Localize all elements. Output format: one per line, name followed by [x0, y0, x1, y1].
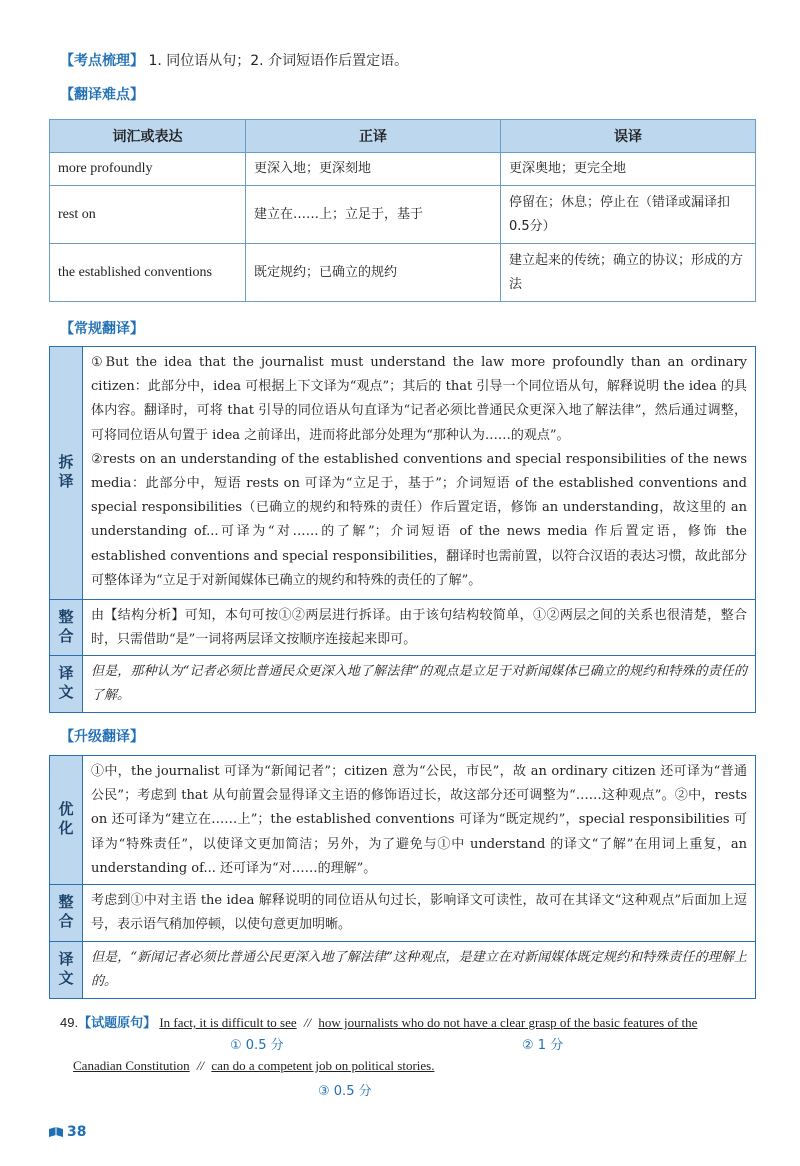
table-header-row	[50, 120, 756, 153]
table-cell: 停留在；休息；停止在（错译或漏译扣0.5分）	[501, 186, 756, 244]
score-3: ③ 0.5 分	[318, 1084, 372, 1099]
table-cell: more profoundly	[50, 153, 246, 186]
split-label: 拆译	[56, 454, 75, 492]
merge-text: 由【结构分析】可知，本句可按①②两层进行拆译。由于该句结构较简单，①②两层之间的关系也很清楚，整合时，只需借助“是”一词将两层译文按顺序连接起来即可。	[91, 608, 747, 648]
question-49-line1	[60, 1012, 697, 1031]
points-line	[60, 50, 408, 70]
merge-row	[50, 600, 755, 656]
segment-1: In fact, it is difficult to see	[159, 1015, 297, 1030]
col-header-wrong: 误译	[501, 120, 756, 153]
question-tag: 【试题原句】	[78, 1016, 157, 1031]
merge-label: 整合	[56, 608, 75, 647]
question-number: 49.	[60, 1015, 79, 1030]
points-label: 【考点梳理】	[60, 53, 144, 69]
table-cell: 建立在……上；立足于，基于	[246, 186, 501, 244]
upgrade-merge-label: 整合	[56, 894, 75, 932]
translation-label: 译文	[56, 665, 75, 703]
table-cell: 更深奥地；更完全地	[501, 153, 756, 186]
regular-box	[49, 346, 756, 713]
regular-label: 【常规翻译】	[60, 321, 144, 337]
upgrade-translation-text: 但是，“新闻记者必须比普通公民更深入地了解法律”这种观点，是建立在对新闻媒体既定规约和特殊责任的理解上的。	[91, 950, 747, 990]
optimize-row	[50, 756, 755, 885]
col-header-expression: 词汇或表达	[50, 120, 246, 153]
table-cell: 更深入地；更深刻地	[246, 153, 501, 186]
upgrade-translation-row	[50, 942, 755, 998]
upgrade-merge-text: 考虑到①中对主语 the idea 解释说明的同位语从句过长，影响译文可读性，故可在其译文“这种观点”后面加上逗号，表示语气稍加停顿，以使句意更加明晰。	[91, 893, 747, 933]
table-row	[50, 186, 756, 244]
score-2: ② 1 分	[522, 1038, 564, 1053]
segment-separator: //	[196, 1058, 205, 1073]
score-1: ① 0.5 分	[230, 1038, 284, 1053]
upgrade-translation-label: 译文	[56, 951, 75, 989]
optimize-label: 优化	[56, 801, 75, 839]
table-row	[50, 153, 756, 186]
segment-2: how journalists who do not have a clear grasp of the basic features of the	[318, 1015, 698, 1030]
page-number-text: 38	[67, 1124, 87, 1140]
split-row	[50, 347, 755, 600]
table-cell: rest on	[50, 186, 246, 244]
upgrade-box	[49, 755, 756, 999]
col-header-correct: 正译	[246, 120, 501, 153]
split-paragraph-1: ①But the idea that the journalist must understand the law more profoundly than an ordinary citizen：此部分中，idea 可根据上下文译为“观点”；其后的 that 引导一个同位语从句，解释说明 the idea 的具体内容。翻译时，可将 that 引导的同位语从句直译为“记者必须比普通民众更深入地了解法律”，然后通过调整，可将同位语从句置于 idea 之前译出，进而将此部分处理为“那种认为……的观点”。	[91, 355, 747, 443]
segment-2-continued: Canadian Constitution	[73, 1058, 190, 1073]
vocab-table	[49, 119, 756, 302]
split-paragraph-2: ②rests on an understanding of the established conventions and special responsibilities of the news media：此部分中，短语 rests on 可译为“立足于，基于”；介词短语 of the established conventions and special responsibilities（已确立的规约和特殊的责任）作后置定语，修饰 an understanding，故这里的 an understanding of...可译为“对……的了解”；介词短语 of the news media 作后置定语，修饰 the established conventions and special responsibilities，翻译时也需前置，以符合汉语的表达习惯，故此部分可整体译为“立足于对新闻媒体已确立的规约和特殊的责任的了解”。	[91, 451, 747, 588]
page-number	[48, 1124, 86, 1140]
table-row	[50, 244, 756, 302]
book-icon	[48, 1126, 64, 1138]
translation-text: 但是，那种认为“记者必须比普通民众更深入地了解法律”的观点是立足于对新闻媒体已确立的规约和特殊的责任的了解。	[91, 664, 747, 704]
points-text: 1. 同位语从句；2. 介词短语作后置定语。	[148, 53, 409, 69]
segment-3: can do a competent job on political stories.	[211, 1058, 435, 1073]
table-cell: the established conventions	[50, 244, 246, 302]
translation-row	[50, 656, 755, 712]
upgrade-label: 【升级翻译】	[60, 729, 144, 745]
segment-separator: //	[303, 1015, 312, 1030]
table-cell: 建立起来的传统；确立的协议；形成的方法	[501, 244, 756, 302]
upgrade-merge-row	[50, 885, 755, 942]
optimize-text: ①中，the journalist 可译为“新闻记者”；citizen 意为“公民，市民”，故 an ordinary citizen 还可译为“普通公民”；考虑到 that 从句前置会显得译文主语的修饰语过长，故这部分还可调整为“……这种观点”。②中，rests on 还可译为“建立在……上”；the established conventions 可译为“既定规约”，special responsibilities 可译为“特殊责任”，以使译文更加简洁；另外，为了避免与①中 understand 的译文“了解”在用词上重复，an understanding of... 还可译为“对……的理解”。	[91, 764, 747, 876]
difficulties-label: 【翻译难点】	[60, 87, 144, 103]
question-49-line2	[73, 1058, 434, 1074]
table-cell: 既定规约；已确立的规约	[246, 244, 501, 302]
